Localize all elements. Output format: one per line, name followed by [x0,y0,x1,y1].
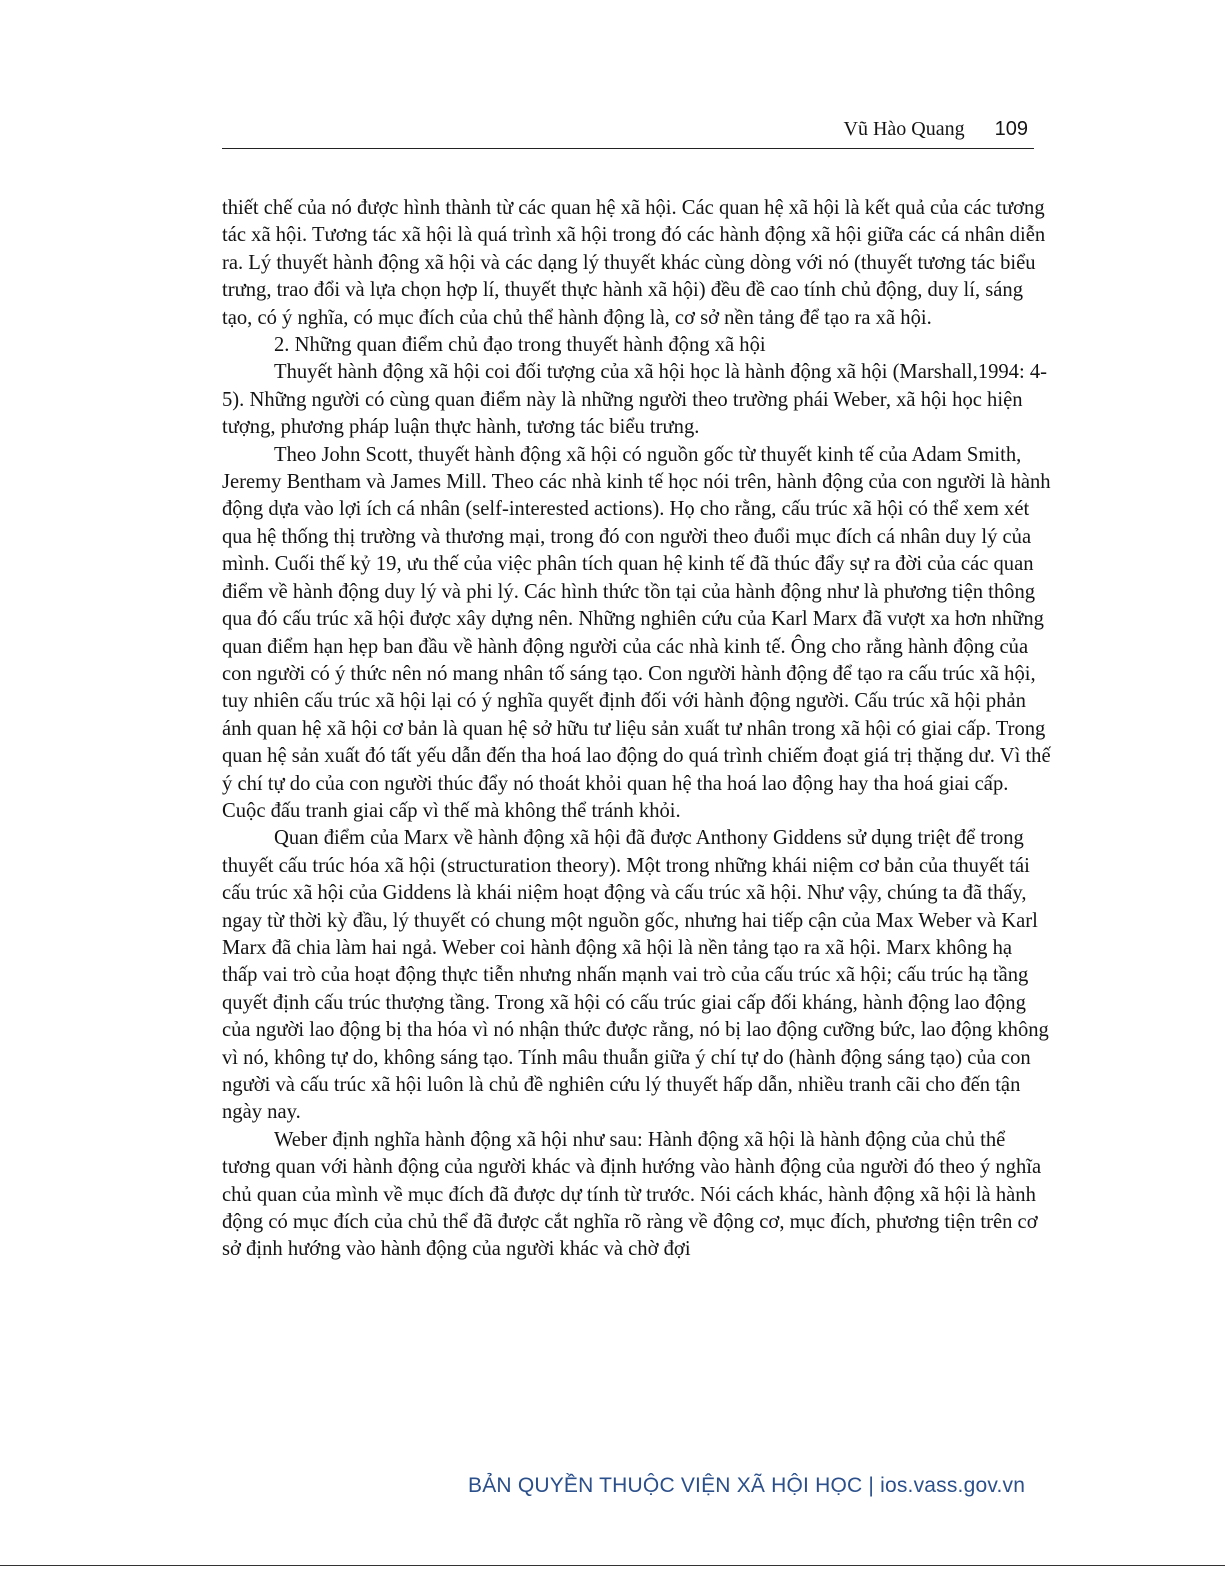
running-header [222,118,1034,149]
page-number: 109 [994,118,1028,140]
paragraph: Thuyết hành động xã hội coi đối tượng của xã hội học là hành động xã hội (Marshall,1994: 4-5). Những người có cùng quan điểm này là những người theo trường phái Weber, xã hội học hiện tượng, phương pháp luận thực hành, tương tác biểu trưng. [222,361,1047,439]
copyright-watermark: BẢN QUYỀN THUỘC VIỆN XÃ HỘI HỌC | ios.vass.gov.vn [468,1474,1026,1497]
paragraph: Quan điểm của Marx về hành động xã hội đã được Anthony Giddens sử dụng triệt để trong thuyết cấu trúc hóa xã hội (structuration theory). Một trong những khái niệm cơ bản của thuyết tái cấu trúc xã hội của Giddens là khái niệm hoạt động và cấu trúc xã hội. Như vậy, chúng ta đã thấy, ngay từ thời kỳ đầu, lý thuyết có chung một nguồn gốc, nhưng hai tiếp cận của Max Weber và Karl Marx đã chia làm hai ngả. Weber coi hành động xã hội là nền tảng tạo ra xã hội. Marx không hạ thấp vai trò của hoạt động thực tiễn nhưng nhấn mạnh vai trò của cấu trúc xã hội; cấu trúc hạ tầng quyết định cấu trúc thượng tầng. Trong xã hội có cấu trúc giai cấp đối kháng, hành động lao động của người lao động bị tha hóa vì nó nhận thức được rằng, nó bị lao động cưỡng bức, lao động không vì nó, không tự do, không sáng tạo. Tính mâu thuẫn giữa ý chí tự do (hành động sáng tạo) của con người và cấu trúc xã hội luôn là chủ đề nghiên cứu lý thuyết hấp dẫn, nhiều tranh cãi cho đến tận ngày nay. [222,827,1049,1124]
bottom-divider [0,1565,1225,1566]
section-heading: 2. Những quan điểm chủ đạo trong thuyết hành động xã hội [274,334,766,357]
paragraph-continuation: thiết chế của nó được hình thành từ các quan hệ xã hội. Các quan hệ xã hội là kết quả của các tương tác xã hội. Tương tác xã hội là quá trình xã hội trong đó các hành động xã hội giữa các cá nhân diễn ra. Lý thuyết hành động xã hội và các dạng lý thuyết khác cùng dòng với nó (thuyết tương tác biểu trưng, trao đổi và lựa chọn hợp lí, thuyết thực hành xã hội) đều đề cao tính chủ động, duy lí, sáng tạo, có ý nghĩa, có mục đích của chủ thể hành động là, cơ sở nền tảng để tạo ra xã hội. [222,197,1046,329]
body-text [222,195,1052,1264]
header-author: Vũ Hào Quang [843,118,965,140]
paragraph: Theo John Scott, thuyết hành động xã hội có nguồn gốc từ thuyết kinh tế của Adam Smith, Jeremy Bentham và James Mill. Theo các nhà kinh tế học nói trên, hành động của con người là hành động dựa vào lợi ích cá nhân (self-interested actions). Họ cho rằng, cấu trúc xã hội có thể xem xét qua hệ thống thị trường và thương mại, trong đó con người theo đuổi mục đích cá nhân duy lý của mình. Cuối thế kỷ 19, ưu thế của việc phân tích quan hệ kinh tế đã thúc đẩy sự ra đời của các quan điểm về hành động duy lý và phi lý. Các hình thức tồn tại của hành động như là phương tiện thông qua đó cấu trúc xã hội được xây dựng nên. Những nghiên cứu của Karl Marx đã vượt xa hơn những quan điểm hạn hẹp ban đầu về hành động người của các nhà kinh tế. Ông cho rằng hành động của con người có ý thức nên nó mang nhân tố sáng tạo. Con người hành động để tạo ra cấu trúc xã hội, tuy nhiên cấu trúc xã hội lại có ý nghĩa quyết định đối với hành động người. Cấu trúc xã hội phản ánh quan hệ xã hội cơ bản là quan hệ sở hữu tư liệu sản xuất tư nhân trong xã hội có giai cấp. Trong quan hệ sản xuất đó tất yếu dẫn đến tha hoá lao động do quá trình chiếm đoạt giá trị thặng dư. Vì thế ý chí tự do của con người thúc đẩy nó thoát khỏi quan hệ tha hoá lao động hay tha hoá giai cấp. Cuộc đấu tranh giai cấp vì thế mà không thể tránh khỏi. [222,443,1051,822]
paragraph: Weber định nghĩa hành động xã hội như sau: Hành động xã hội là hành động của chủ thể tương quan với hành động của người khác và định hướng vào hành động của người đó theo ý nghĩa chủ quan của mình về mục đích đã được dự tính từ trước. Nói cách khác, hành động xã hội là hành động có mục đích của chủ thể đã được cắt nghĩa rõ ràng về động cơ, mục đích, phương tiện trên cơ sở định hướng vào hành động của người khác và chờ đợi [222,1128,1042,1261]
